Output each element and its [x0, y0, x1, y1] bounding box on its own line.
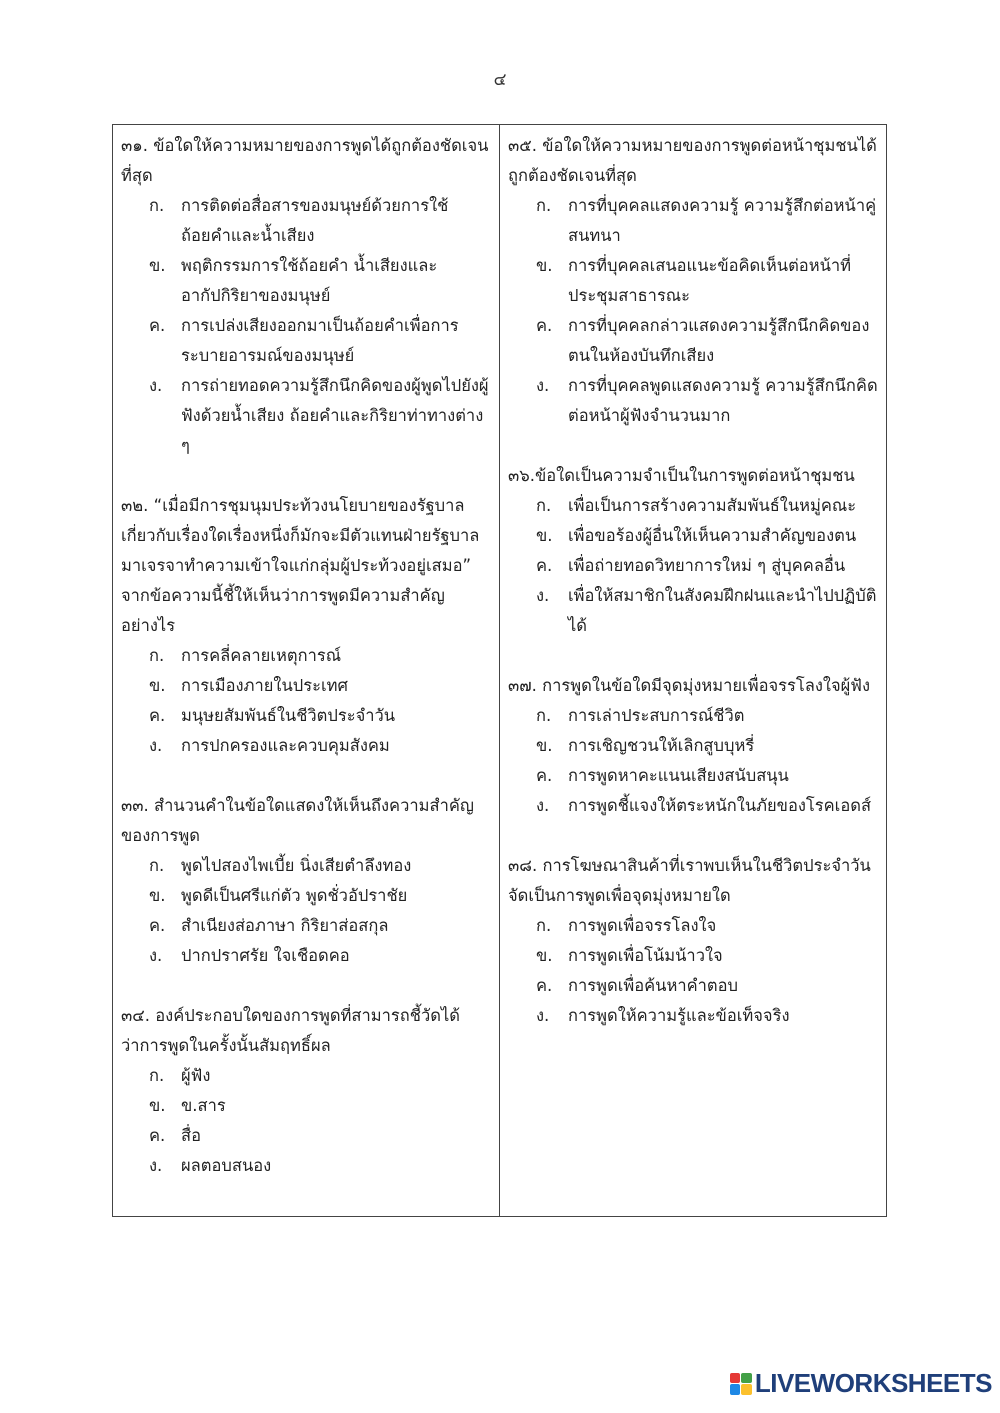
answer-choice[interactable] [508, 911, 878, 941]
choice-text: ผลตอบสนอง [181, 1156, 272, 1175]
answer-choice[interactable] [121, 851, 491, 881]
question-block [508, 461, 878, 641]
choice-text: เพื่อให้สมาชิกในสังคมฝึกฝนและนำไปปฏิบัติได้ [568, 586, 877, 635]
answer-choice[interactable] [121, 1061, 491, 1091]
choice-letter: ง. [536, 796, 550, 815]
answer-choice[interactable] [508, 731, 878, 761]
answer-choice[interactable] [508, 941, 878, 971]
choice-text: การปกครองและควบคุมสังคม [181, 736, 390, 755]
choice-text: การพูดให้ความรู้และข้อเท็จจริง [568, 1006, 790, 1025]
answer-choice[interactable] [121, 641, 491, 671]
quiz-table [112, 124, 887, 1217]
choice-text: ข.สาร [181, 1096, 226, 1115]
question-block [508, 131, 878, 431]
choice-letter: ค. [149, 706, 166, 725]
question-block [121, 791, 491, 971]
question-text: ๓๑. ข้อใดให้ความหมายของการพูดได้ถูกต้องชัดเจนที่สุด [121, 136, 489, 185]
answer-choice[interactable] [121, 311, 491, 371]
choice-text: การเชิญชวนให้เลิกสูบบุหรี่ [568, 736, 755, 755]
left-column [113, 125, 500, 1216]
choice-text: การเล่าประสบการณ์ชีวิต [568, 706, 745, 725]
choice-letter: ง. [149, 946, 163, 965]
choice-letter: ง. [149, 1156, 163, 1175]
choice-letter: ง. [536, 376, 550, 395]
answer-choice[interactable] [121, 701, 491, 731]
choice-letter: ข. [149, 886, 166, 905]
choice-text: การคลี่คลายเหตุการณ์ [181, 646, 342, 665]
choice-text: การที่บุคคลกล่าวแสดงความรู้สึกนึกคิดของตนในห้องบันทึกเสียง [568, 316, 870, 365]
choice-text: พฤติกรรมการใช้ถ้อยคำ น้ำเสียงและอากัปกิริยาของมนุษย์ [181, 256, 438, 305]
answer-choice[interactable] [121, 881, 491, 911]
choice-letter: ก. [149, 856, 165, 875]
answer-choice[interactable] [121, 671, 491, 701]
choice-letter: ก. [149, 1066, 165, 1085]
answer-choice[interactable] [508, 371, 878, 431]
answer-choice[interactable] [508, 701, 878, 731]
choice-letter: ค. [536, 976, 553, 995]
choice-text: การพูดเพื่อโน้มน้าวใจ [568, 946, 723, 965]
logo-text: LIVEWORKSHEETS [754, 1368, 992, 1398]
choice-letter: ง. [149, 736, 163, 755]
answer-choice[interactable] [121, 1151, 491, 1181]
answer-choice[interactable] [121, 1091, 491, 1121]
choice-text: มนุษยสัมพันธ์ในชีวิตประจำวัน [181, 706, 396, 725]
choice-text: ปากปราศรัย ใจเชือดคอ [181, 946, 350, 965]
choice-letter: ข. [149, 256, 166, 275]
choice-letter: ก. [149, 196, 165, 215]
choice-list [121, 641, 491, 761]
answer-choice[interactable] [508, 791, 878, 821]
choice-text: เพื่อขอร้องผู้อื่นให้เห็นความสำคัญของตน [568, 526, 857, 545]
answer-choice[interactable] [121, 941, 491, 971]
answer-choice[interactable] [121, 371, 491, 461]
choice-text: เพื่อเป็นการสร้างความสัมพันธ์ในหมู่คณะ [568, 496, 857, 515]
question-text: ๓๒. “เมื่อมีการชุมนุมประท้วงนโยบายของรัฐบาลเกี่ยวกับเรื่องใดเรื่องหนึ่งก็มักจะมีตัวแทนฝ่ายรัฐบาลมาเจรจาทำความเข้าใจแก่กลุ่มผู้ประท้วงอยู่เสมอ” จากข้อความนี้ชี้ให้เห็นว่าการพูดมีความสำคัญอย่างไร [121, 496, 480, 635]
answer-choice[interactable] [508, 491, 878, 521]
choice-letter: ข. [536, 946, 553, 965]
choice-letter: ข. [536, 256, 553, 275]
answer-choice[interactable] [508, 311, 878, 371]
choice-text: การที่บุคคลแสดงความรู้ ความรู้สึกต่อหน้าคู่สนทนา [568, 196, 877, 245]
choice-letter: ก. [149, 646, 165, 665]
question-text: ๓๓. สำนวนคำในข้อใดแสดงให้เห็นถึงความสำคัญของการพูด [121, 796, 474, 845]
choice-letter: ก. [536, 916, 552, 935]
choice-letter: ค. [536, 556, 553, 575]
choice-list [508, 191, 878, 431]
liveworksheets-logo [730, 1368, 992, 1399]
choice-letter: ก. [536, 196, 552, 215]
answer-choice[interactable] [508, 581, 878, 641]
answer-choice[interactable] [121, 911, 491, 941]
choice-text: เพื่อถ่ายทอดวิทยาการใหม่ ๆ สู่บุคคลอื่น [568, 556, 846, 575]
answer-choice[interactable] [121, 251, 491, 311]
answer-choice[interactable] [121, 1121, 491, 1151]
question-block [121, 131, 491, 461]
question-block [508, 671, 878, 821]
question-text: ๓๔. องค์ประกอบใดของการพูดที่สามารถชี้วัดได้ว่าการพูดในครั้งนั้นสัมฤทธิ์ผล [121, 1006, 460, 1055]
choice-text: การพูดหาคะแนนเสียงสนับสนุน [568, 766, 789, 785]
choice-letter: ข. [149, 1096, 166, 1115]
choice-text: พูดไปสองไพเบี้ย นิ่งเสียตำลึงทอง [181, 856, 412, 875]
answer-choice[interactable] [508, 761, 878, 791]
choice-text: ผู้ฟัง [181, 1066, 211, 1085]
choice-list [508, 911, 878, 1031]
choice-text: การเปล่งเสียงออกมาเป็นถ้อยคำเพื่อการระบายอารมณ์ของมนุษย์ [181, 316, 459, 365]
page-number: ๔ [493, 70, 507, 90]
right-column [500, 125, 886, 1216]
answer-choice[interactable] [508, 251, 878, 311]
choice-list [121, 1061, 491, 1181]
choice-list [508, 701, 878, 821]
choice-text: การพูดเพื่อจรรโลงใจ [568, 916, 717, 935]
question-text: ๓๖.ข้อใดเป็นความจำเป็นในการพูดต่อหน้าชุมชน [508, 466, 855, 485]
choice-text: การที่บุคคลเสนอแนะข้อคิดเห็นต่อหน้าที่ประชุมสาธารณะ [568, 256, 851, 305]
question-text: ๓๗. การพูดในข้อใดมีจุดมุ่งหมายเพื่อจรรโลงใจผู้ฟัง [508, 676, 871, 695]
choice-text: การพูดชี้แจงให้ตระหนักในภัยของโรคเอดส์ [568, 796, 872, 815]
choice-letter: ง. [536, 586, 550, 605]
answer-choice[interactable] [121, 731, 491, 761]
choice-text: สำเนียงส่อภาษา กิริยาส่อสกุล [181, 916, 389, 935]
question-text: ๓๘. การโฆษณาสินค้าที่เราพบเห็นในชีวิตประจำวันจัดเป็นการพูดเพื่อจุดมุ่งหมายใด [508, 856, 871, 905]
logo-icon [730, 1373, 752, 1395]
question-block [121, 491, 491, 761]
answer-choice[interactable] [508, 971, 878, 1001]
choice-text: การที่บุคคลพูดแสดงความรู้ ความรู้สึกนึกคิดต่อหน้าผู้ฟังจำนวนมาก [568, 376, 878, 425]
choice-letter: ค. [149, 1126, 166, 1145]
choice-letter: ง. [149, 376, 163, 395]
answer-choice[interactable] [508, 1001, 878, 1031]
choice-text: พูดดีเป็นศรีแก่ตัว พูดชั่วอัปราชัย [181, 886, 408, 905]
answer-choice[interactable] [508, 191, 878, 251]
choice-letter: ข. [536, 526, 553, 545]
choice-letter: ค. [536, 766, 553, 785]
question-block [508, 851, 878, 1031]
choice-letter: ค. [149, 316, 166, 335]
choice-letter: ก. [536, 706, 552, 725]
choice-text: การถ่ายทอดความรู้สึกนึกคิดของผู้พูดไปยังผู้ฟังด้วยน้ำเสียง ถ้อยคำและกิริยาท่าทางต่าง ๆ [181, 376, 489, 455]
choice-letter: ข. [536, 736, 553, 755]
question-text: ๓๕. ข้อใดให้ความหมายของการพูดต่อหน้าชุมชนได้ถูกต้องชัดเจนที่สุด [508, 136, 877, 185]
choice-text: การเมืองภายในประเทศ [181, 676, 348, 695]
answer-choice[interactable] [121, 191, 491, 251]
choice-list [508, 491, 878, 641]
choice-letter: ง. [536, 1006, 550, 1025]
choice-text: การพูดเพื่อค้นหาคำตอบ [568, 976, 738, 995]
choice-letter: ข. [149, 676, 166, 695]
choice-letter: ค. [536, 316, 553, 335]
question-block [121, 1001, 491, 1181]
answer-choice[interactable] [508, 521, 878, 551]
answer-choice[interactable] [508, 551, 878, 581]
choice-letter: ค. [149, 916, 166, 935]
choice-letter: ก. [536, 496, 552, 515]
choice-text: สื่อ [181, 1126, 201, 1145]
choice-list [121, 191, 491, 461]
choice-list [121, 851, 491, 971]
choice-text: การติดต่อสื่อสารของมนุษย์ด้วยการใช้ถ้อยคำและน้ำเสียง [181, 196, 449, 245]
